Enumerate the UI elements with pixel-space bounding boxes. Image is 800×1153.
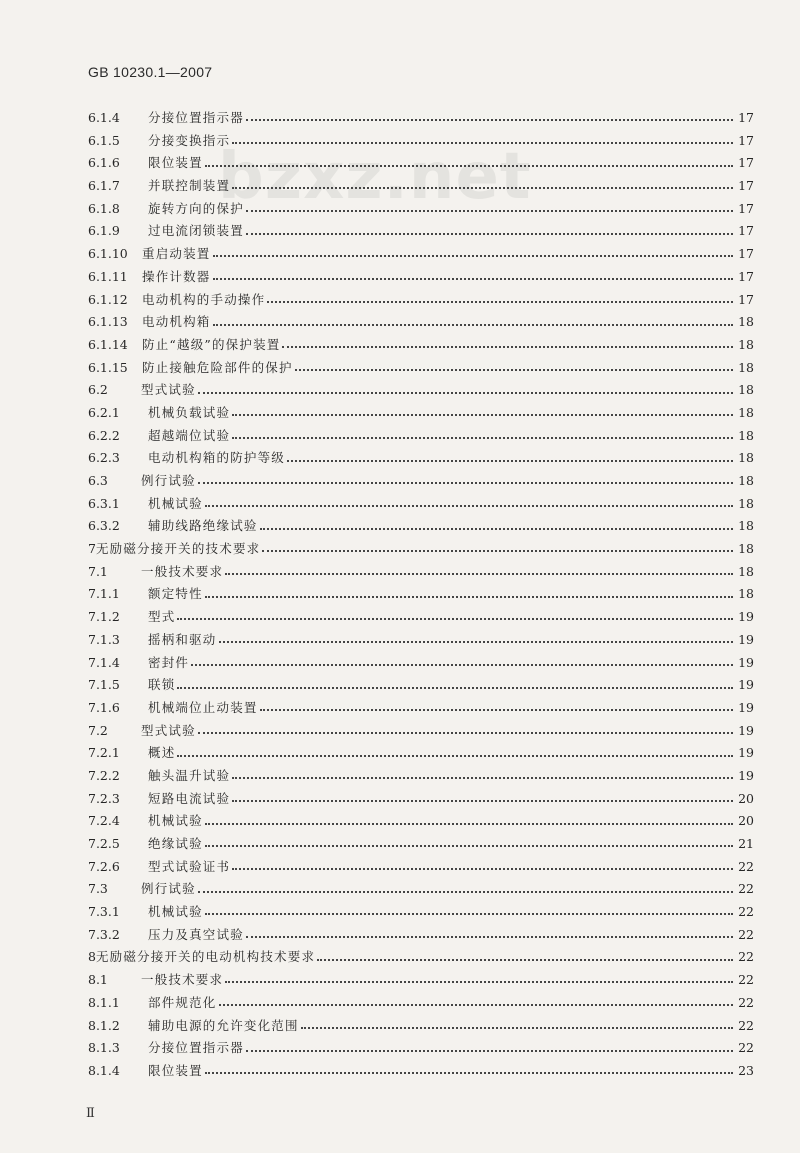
toc-entry[interactable]: [88, 697, 754, 720]
dot-leader: [198, 482, 733, 484]
toc-entry-title: 分接位置指示器: [148, 1040, 244, 1056]
toc-entry-number: 6.1.13: [88, 314, 128, 330]
toc-entry-title: 密封件: [148, 654, 190, 670]
toc-entry[interactable]: [88, 606, 754, 629]
toc-entry-page: 18: [738, 563, 754, 579]
toc-entry[interactable]: [88, 742, 754, 765]
toc-entry[interactable]: [88, 1060, 754, 1083]
toc-entry-number: 7.1.1: [88, 586, 120, 602]
dot-leader: [177, 755, 733, 757]
toc-entry-number: 8.1.2: [88, 1017, 120, 1033]
toc-entry[interactable]: [88, 788, 754, 811]
dot-leader: [225, 981, 733, 983]
toc-entry[interactable]: [88, 243, 754, 266]
toc-entry-number: 6.2.2: [88, 427, 120, 443]
dot-leader: [232, 800, 733, 802]
toc-entry[interactable]: [88, 946, 754, 969]
dot-leader: [213, 255, 733, 257]
dot-leader: [246, 210, 733, 212]
toc-entry[interactable]: [88, 425, 754, 448]
toc-entry-number: 7.1: [88, 563, 108, 579]
dot-leader: [198, 891, 733, 893]
toc-entry-title: 旋转方向的保护: [148, 200, 244, 216]
toc-entry-title: 触头温升试验: [148, 767, 231, 783]
toc-entry-number: 6.2: [88, 382, 108, 398]
dot-leader: [295, 369, 733, 371]
toc-entry-title: 操作计数器: [142, 268, 211, 284]
dot-leader: [260, 709, 733, 711]
toc-entry-page: 22: [738, 881, 754, 897]
toc-entry-title: 一般技术要求: [141, 972, 224, 988]
dot-leader: [177, 687, 733, 689]
toc-entry[interactable]: [88, 311, 754, 334]
toc-entry-title: 电动机构的手动操作: [142, 291, 266, 307]
dot-leader: [317, 959, 733, 961]
toc-entry-number: 7.2.6: [88, 858, 120, 874]
toc-entry-title: 辅助电源的允许变化范围: [148, 1017, 299, 1033]
toc-entry-number: 6.1.14: [88, 336, 128, 352]
toc-entry[interactable]: [88, 629, 754, 652]
dot-leader: [246, 936, 733, 938]
toc-entry[interactable]: [88, 674, 754, 697]
toc-entry-title: 部件规范化: [148, 994, 217, 1010]
toc-entry-page: 18: [738, 382, 754, 398]
toc-entry-number: 6.1.8: [88, 200, 120, 216]
dot-leader: [287, 460, 733, 462]
toc-entry-title: 型式试验证书: [148, 858, 231, 874]
toc-entry[interactable]: [88, 515, 754, 538]
toc-entry[interactable]: [88, 924, 754, 947]
toc-entry-page: 17: [738, 178, 754, 194]
watermark: bzxz.net: [218, 140, 532, 214]
toc-entry-title: 例行试验: [141, 473, 196, 488]
toc-entry-page: 18: [738, 586, 754, 602]
dot-leader: [232, 868, 733, 870]
toc-entry-number: 7.2.2: [88, 767, 120, 783]
toc-entry-page: 17: [738, 200, 754, 216]
dot-leader: [205, 596, 733, 598]
toc-entry[interactable]: [88, 289, 754, 312]
toc-entry-page: 18: [738, 404, 754, 420]
dot-leader: [246, 1050, 733, 1052]
toc-entry-page: 18: [738, 427, 754, 443]
toc-entry-page: 21: [738, 836, 754, 851]
toc-entry-number: 8.1.4: [88, 1062, 120, 1078]
toc-entry-page: 19: [738, 722, 754, 738]
toc-entry-number: 7.2: [88, 722, 108, 738]
toc-entry-page: 17: [738, 110, 754, 125]
dot-leader: [177, 618, 733, 620]
dot-leader: [260, 528, 733, 530]
toc-entry-number: 7.2.1: [88, 745, 120, 761]
toc-entry-title: 概述: [148, 745, 176, 761]
toc-entry-title: 机械负载试验: [148, 404, 231, 420]
toc-entry-title: 无励磁分接开关的电动机构技术要求: [95, 949, 316, 965]
dot-leader: [232, 437, 733, 439]
toc-entry-number: 8.1.1: [88, 994, 120, 1010]
toc-entry-title: 型式: [148, 609, 176, 625]
toc-entry-number: 6.1.10: [88, 246, 128, 262]
toc-entry-page: 18: [738, 473, 754, 488]
toc-entry-page: 22: [738, 1040, 754, 1056]
toc-entry[interactable]: [88, 130, 754, 153]
dot-leader: [205, 505, 733, 507]
toc-entry-number: 6.1.7: [88, 178, 120, 194]
toc-entry[interactable]: [88, 357, 754, 380]
dot-leader: [232, 142, 733, 144]
toc-entry-page: 17: [738, 291, 754, 307]
dot-leader: [198, 392, 733, 394]
dot-leader: [301, 1027, 733, 1029]
dot-leader: [205, 1072, 733, 1074]
toc-entry-title: 限位装置: [148, 155, 203, 171]
toc-entry-title: 机械试验: [148, 495, 203, 511]
toc-entry-page: 18: [738, 495, 754, 511]
toc-entry[interactable]: [88, 1037, 754, 1060]
toc-entry-number: 7.2.3: [88, 790, 120, 806]
toc-entry-title: 短路电流试验: [148, 790, 231, 806]
toc-entry-title: 压力及真空试验: [148, 926, 244, 942]
toc-entry-title: 摇柄和驱动: [148, 631, 217, 647]
toc-entry[interactable]: [88, 833, 754, 856]
toc-entry-page: 17: [738, 246, 754, 262]
toc-entry[interactable]: [88, 220, 754, 243]
toc-entry[interactable]: [88, 901, 754, 924]
toc-entry-page: 19: [738, 699, 754, 715]
toc-entry-page: 22: [738, 972, 754, 988]
toc-entry-title: 电动机构箱: [142, 314, 211, 330]
toc-entry-number: 6.3: [88, 473, 108, 488]
toc-entry-number: 6.2.1: [88, 404, 120, 420]
toc-entry-page: 17: [738, 223, 754, 239]
dot-leader: [213, 324, 733, 326]
toc-entry-title: 联锁: [148, 677, 176, 693]
toc-entry-page: 20: [738, 790, 754, 806]
toc-entry-number: 6.1.6: [88, 155, 120, 171]
toc-entry[interactable]: [88, 765, 754, 788]
toc-entry[interactable]: [88, 175, 754, 198]
page-number: Ⅱ: [86, 1106, 95, 1121]
toc-entry-title: 分接变换指示: [148, 132, 231, 148]
dot-leader: [232, 777, 733, 779]
dot-leader: [205, 845, 733, 847]
toc-entry-number: 6.1.11: [88, 268, 128, 284]
toc-entry-page: 23: [738, 1062, 754, 1078]
toc-entry-title: 分接位置指示器: [148, 110, 244, 125]
toc-entry[interactable]: [88, 856, 754, 879]
toc-entry[interactable]: [88, 198, 754, 221]
toc-entry-number: 7.2.5: [88, 836, 120, 851]
toc-entry-page: 18: [738, 518, 754, 534]
toc-entry[interactable]: [88, 1015, 754, 1038]
toc-entry-title: 过电流闭锁装置: [148, 223, 244, 239]
toc-entry-page: 17: [738, 132, 754, 148]
toc-entry-number: 7: [88, 541, 96, 557]
toc-entry-number: 8.1.3: [88, 1040, 120, 1056]
dot-leader: [262, 550, 733, 552]
toc-entry[interactable]: [88, 969, 754, 992]
toc-entry-title: 电动机构箱的防护等级: [148, 450, 286, 466]
dot-leader: [205, 823, 733, 825]
dot-leader: [232, 414, 733, 416]
toc-entry-page: 22: [738, 1017, 754, 1033]
toc-entry-title: 限位装置: [148, 1062, 203, 1078]
toc-entry[interactable]: [88, 561, 754, 584]
toc-entry-number: 6.3.2: [88, 518, 120, 534]
toc-entry-title: 机械试验: [148, 904, 203, 920]
toc-entry-number: 7.1.4: [88, 654, 120, 670]
toc-entry-title: 例行试验: [141, 881, 196, 897]
toc-entry-page: 19: [738, 745, 754, 761]
toc-entry[interactable]: [88, 493, 754, 516]
toc-entry-number: 7.3.1: [88, 904, 120, 920]
toc-entry-title: 重启动装置: [142, 246, 211, 262]
toc-entry-page: 18: [738, 541, 754, 557]
toc-entry-number: 6.1.5: [88, 132, 120, 148]
dot-leader: [246, 233, 733, 235]
dot-leader: [267, 301, 733, 303]
toc-entry-title: 额定特性: [148, 586, 203, 602]
toc-entry-page: 19: [738, 677, 754, 693]
toc-entry[interactable]: [88, 538, 754, 561]
toc-entry-number: 7.3.2: [88, 926, 120, 942]
toc-entry-number: 7.1.3: [88, 631, 120, 647]
toc-entry-page: 19: [738, 767, 754, 783]
toc-entry-page: 17: [738, 268, 754, 284]
toc-entry-page: 22: [738, 949, 754, 965]
dot-leader: [225, 573, 733, 575]
toc-entry-page: 18: [738, 450, 754, 466]
dot-leader: [246, 119, 733, 121]
dot-leader: [191, 664, 733, 666]
toc-entry-title: 辅助线路绝缘试验: [148, 518, 258, 534]
toc-entry[interactable]: [88, 992, 754, 1015]
toc-entry-number: 6.1.12: [88, 291, 128, 307]
toc-entry-title: 无励磁分接开关的技术要求: [95, 541, 261, 557]
toc-entry-page: 19: [738, 654, 754, 670]
dot-leader: [198, 732, 733, 734]
toc-entry-title: 并联控制装置: [148, 178, 231, 194]
toc-entry-title: 机械试验: [148, 813, 203, 829]
dot-leader: [282, 346, 733, 348]
toc-entry[interactable]: [88, 334, 754, 357]
toc-entry[interactable]: [88, 402, 754, 425]
toc-entry-number: 7.1.2: [88, 609, 120, 625]
toc-entry-title: 绝缘试验: [148, 836, 203, 851]
dot-leader: [213, 278, 733, 280]
dot-leader: [205, 913, 733, 915]
toc-entry[interactable]: [88, 107, 754, 130]
toc-entry[interactable]: [88, 379, 754, 402]
document-code-header: GB 10230.1—2007: [88, 64, 213, 80]
toc-entry[interactable]: [88, 720, 754, 743]
toc-entry-number: 7.2.4: [88, 813, 120, 829]
toc-entry-number: 7.1.5: [88, 677, 120, 693]
toc-entry-number: 6.1.9: [88, 223, 120, 239]
toc-entry-number: 6.2.3: [88, 450, 120, 466]
toc-entry[interactable]: [88, 470, 754, 493]
dot-leader: [232, 187, 733, 189]
toc-entry-page: 18: [738, 336, 754, 352]
toc-entry-page: 19: [738, 631, 754, 647]
toc-entry-title: 一般技术要求: [141, 563, 224, 579]
toc-entry-page: 20: [738, 813, 754, 829]
table-of-contents: [88, 107, 754, 1083]
toc-entry-title: 防止“越级”的保护装置: [142, 336, 281, 352]
toc-entry-page: 22: [738, 926, 754, 942]
toc-entry-title: 型式试验: [141, 382, 196, 398]
toc-entry-title: 机械端位止动装置: [148, 699, 258, 715]
toc-entry[interactable]: [88, 652, 754, 675]
toc-entry-title: 型式试验: [141, 722, 196, 738]
toc-entry[interactable]: [88, 266, 754, 289]
toc-entry-title: 防止接触危险部件的保护: [142, 359, 293, 375]
toc-entry[interactable]: [88, 152, 754, 175]
dot-leader: [219, 641, 733, 643]
toc-entry[interactable]: [88, 878, 754, 901]
toc-entry-number: 6.1.15: [88, 359, 128, 375]
toc-entry-number: 7.1.6: [88, 699, 120, 715]
toc-entry-number: 6.1.4: [88, 110, 120, 125]
toc-entry-page: 17: [738, 155, 754, 171]
toc-entry-page: 18: [738, 314, 754, 330]
dot-leader: [205, 165, 733, 167]
toc-entry-title: 超越端位试验: [148, 427, 231, 443]
toc-entry-page: 19: [738, 609, 754, 625]
dot-leader: [219, 1004, 733, 1006]
toc-entry-number: 6.3.1: [88, 495, 120, 511]
toc-entry-page: 22: [738, 904, 754, 920]
toc-entry-page: 18: [738, 359, 754, 375]
toc-entry[interactable]: [88, 447, 754, 470]
toc-entry-page: 22: [738, 994, 754, 1010]
toc-entry-number: 8.1: [88, 972, 108, 988]
toc-entry[interactable]: [88, 810, 754, 833]
toc-entry[interactable]: [88, 583, 754, 606]
toc-entry-number: 8: [88, 949, 96, 965]
toc-entry-page: 22: [738, 858, 754, 874]
toc-entry-number: 7.3: [88, 881, 108, 897]
